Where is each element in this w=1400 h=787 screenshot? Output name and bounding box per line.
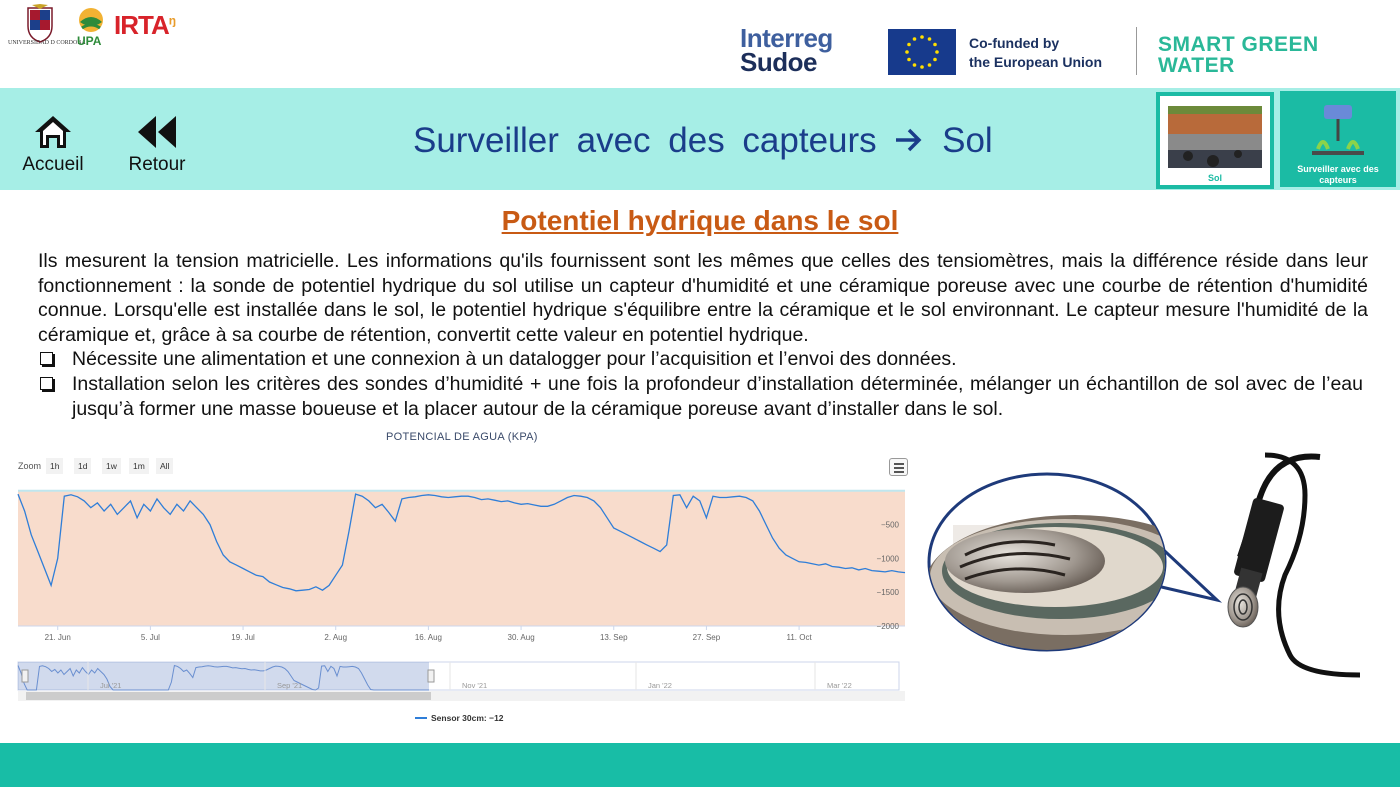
zoom-all-button[interactable]: All [156,458,173,474]
y-tick-label: −2000 [876,622,899,631]
chart-plot-area [12,428,912,733]
bullet-item [38,347,1363,372]
x-tick-label: 21. Jun [44,633,71,642]
interreg-sudoe-logo: Interreg Sudoe [740,23,833,77]
checkbox-bullet-icon [40,377,53,390]
page-title: Surveiller avec des capteurs Sol [413,121,993,160]
x-tick-label: 11. Oct [786,633,812,642]
navigator-tick-label: Nov '21 [462,681,488,690]
x-tick-label: 16. Aug [414,633,442,642]
eu-flag-icon [888,29,956,75]
x-tick-label: 30. Aug [507,633,535,642]
y-tick-label: −500 [880,520,899,530]
back-button[interactable] [124,114,190,176]
logo-divider [1136,27,1137,75]
navigator-tick-label: Jan '22 [648,681,672,690]
section-title: Potentiel hydrique dans le sol [501,205,899,236]
water-potential-chart [12,428,912,733]
home-label: Accueil [22,154,84,175]
zoom-label: Zoom [18,461,42,471]
legend-label: Sensor 30cm: −12 [431,713,504,723]
back-label: Retour [128,154,186,175]
bullet-text: Installation selon les critères des sondes d’humidité + une fois la profondeur d’installation déterminée, mélanger un échantillon de sol avec de l’eau jusqu’à former une masse boueuse et la placer autour de la céramique poreuse avant d’installer dans le sol. [72,373,1363,420]
x-tick-label: 5. Jul [140,633,160,642]
zoom-1m-button[interactable]: 1m [129,458,149,474]
footer-band [0,743,1400,787]
x-tick-label: 27. Sep [692,633,721,642]
navigator-tick-label: Sep '21 [277,681,303,690]
scrollbar-thumb [26,692,431,700]
home-button[interactable] [18,114,88,176]
home-icon [33,114,73,150]
soil-layers-image [1168,106,1262,168]
navigator-tick-label: Mar '22 [827,681,852,690]
logo-bar [0,0,1400,88]
thumbnail-capteurs[interactable] [1280,91,1396,187]
x-tick-label: 19. Jul [231,633,255,642]
upa-logo-text: UPA [77,34,102,48]
header-band [0,88,1400,190]
y-tick-label: −1000 [876,554,899,564]
eu-cofunded-text: Co-funded by the European Union [969,35,1102,70]
thumbnail-sol[interactable] [1156,92,1274,189]
checkbox-bullet-icon [40,352,53,365]
bullet-text: Nécessite une alimentation et une connexion à un datalogger pour l’acquisition et l’envoi des données. [72,348,957,370]
sensor-probe-image [925,445,1395,690]
thumbnail-sol-label: Sol [1207,173,1222,183]
navigator-handle [22,670,28,682]
navigator-tick-label: Jul '21 [100,681,122,690]
description-paragraph: Ils mesurent la tension matricielle. Les informations qu'ils fournissent sont les mêmes que celles des tensiomètres, mais la différence réside dans leur fonctionnement : la sonde de potentiel hydrique du sol utilise un capteur d'humidité et une céramique poreuse avec une courbe de rétention d'humidité connue. Lorsqu'elle est installée dans le sol, le potentiel hydrique s'équilibre entre la céramique et le sol environnant. Le capteur mesure l'humidité de la céramique et, grâce à sa courbe de rétention, convertit cette valeur en potentiel hydrique. [38,250,1368,346]
smart-green-water-logo: SMART GREEN WATER [1158,33,1319,77]
chart-title: POTENCIAL DE AGUA (KPA) [386,431,538,443]
zoom-1d-button[interactable]: 1d [74,458,91,474]
arrow-right-icon [894,127,924,153]
x-tick-label: 2. Aug [324,633,348,642]
irta-logo: $IRTA^ŋ$ [114,10,176,40]
uco-logo-text: UNIVERSIDAD D CORDOBA [8,40,86,46]
rewind-icon [137,114,177,150]
thumbnail-capteurs-label: Surveiller avec des capteurs [1297,164,1379,185]
sensor-plant-icon [1308,101,1368,161]
navigator-handle [428,670,434,682]
zoom-1w-button[interactable]: 1w [102,458,121,474]
x-tick-label: 13. Sep [599,633,628,642]
bullet-item [38,372,1363,421]
y-tick-label: −1500 [876,588,899,598]
zoom-1h-button[interactable]: 1h [46,458,63,474]
